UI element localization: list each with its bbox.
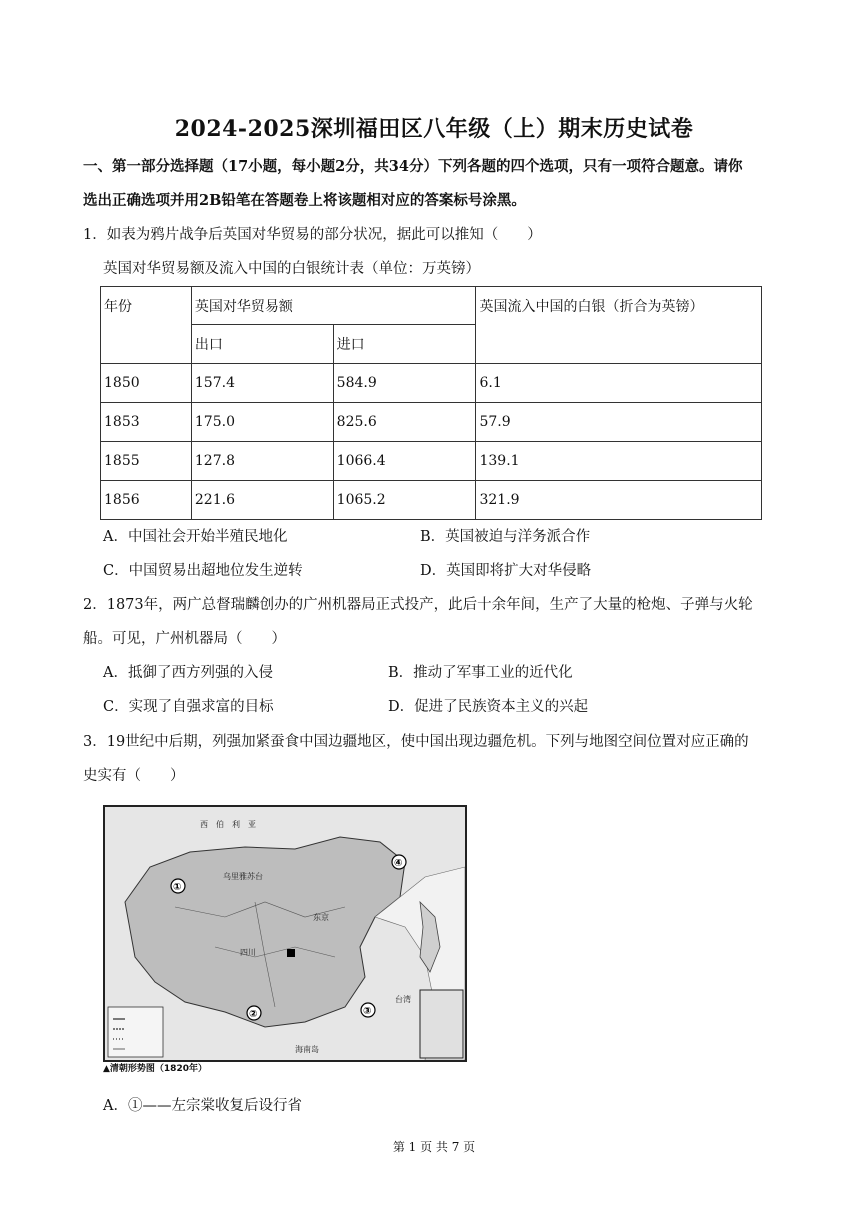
- table-row: [101, 442, 762, 481]
- cell-export: 175.0: [191, 403, 333, 442]
- capital-marker-icon: [287, 949, 295, 957]
- cell-silver: 57.9: [476, 403, 762, 442]
- q3-option-a: A．①——左宗棠收复后设行省: [103, 1098, 302, 1114]
- section-line-2: 选出正确选项并用2B铅笔在答题卷上将该题相对应的答案标号涂黑。: [83, 192, 526, 209]
- q1-stem: 1．如表为鸦片战争后英国对华贸易的部分状况，据此可以推知（ ）: [83, 227, 542, 243]
- cell-silver: 321.9: [476, 481, 762, 520]
- cell-year: 1856: [101, 481, 192, 520]
- table-row: [101, 364, 762, 403]
- q2-option-d: D．促进了民族资本主义的兴起: [388, 699, 589, 715]
- cell-year: 1850: [101, 364, 192, 403]
- map-label-taiwan: 台湾: [395, 995, 411, 1004]
- map-drawing: [105, 807, 465, 1060]
- map-marker-3: ③: [363, 1006, 372, 1017]
- map-caption: ▲清朝形势图（1820年）: [103, 1064, 207, 1074]
- header-trade: 英国对华贸易额: [191, 287, 476, 325]
- section-line-1: 一、第一部分选择题（17小题，每小题2分，共34分）下列各题的四个选项，只有一项符合题意。请你: [83, 158, 743, 175]
- header-import: 进口: [333, 325, 476, 364]
- q1-option-c: C．中国贸易出超地位发生逆转: [103, 563, 303, 579]
- map-marker-2: ②: [249, 1009, 258, 1020]
- q3-stem-line-1: 3．19世纪中后期，列强加紧蚕食中国边疆地区，使中国出现边疆危机。下列与地图空间位置对应正确的: [83, 734, 749, 750]
- map-label-hainan: 海南岛: [295, 1045, 319, 1054]
- cell-import: 1066.4: [333, 442, 476, 481]
- cell-export: 221.6: [191, 481, 333, 520]
- header-export: 出口: [191, 325, 333, 364]
- page-footer: 第 1 页 共 7 页: [392, 1140, 476, 1154]
- q2-stem: [83, 588, 788, 656]
- cell-import: 825.6: [333, 403, 476, 442]
- cell-year: 1853: [101, 403, 192, 442]
- q3-stem: [83, 725, 788, 793]
- qing-map: [103, 805, 467, 1062]
- cell-import: 584.9: [333, 364, 476, 403]
- q1-option-d: D．英国即将扩大对华侵略: [420, 563, 592, 579]
- map-marker-1: ①: [173, 882, 182, 893]
- cell-import: 1065.2: [333, 481, 476, 520]
- cell-silver: 139.1: [476, 442, 762, 481]
- q2-option-a: A．抵御了西方列强的入侵: [103, 665, 273, 681]
- section-instructions: [83, 150, 788, 218]
- cell-silver: 6.1: [476, 364, 762, 403]
- cell-export: 127.8: [191, 442, 333, 481]
- header-year: 年份: [101, 287, 192, 364]
- map-marker-4: ④: [394, 858, 403, 869]
- map-label-sichuan: 四川: [240, 948, 256, 957]
- q2-stem-line-1: 2．1873年，两广总督瑞麟创办的广州机器局正式投产，此后十余年间，生产了大量的枪炮、子弹与火轮: [83, 597, 753, 613]
- table-row: [101, 481, 762, 520]
- cell-year: 1855: [101, 442, 192, 481]
- q1-table-caption: 英国对华贸易额及流入中国的白银统计表（单位：万英镑）: [103, 261, 480, 277]
- q2-stem-line-2: 船。可见，广州机器局（ ）: [83, 631, 286, 647]
- cell-export: 157.4: [191, 364, 333, 403]
- table-row: [101, 403, 762, 442]
- q2-option-c: C．实现了自强求富的目标: [103, 699, 274, 715]
- q2-option-b: B．推动了军事工业的近代化: [388, 665, 573, 681]
- header-silver: 英国流入中国的白银（折合为英镑）: [476, 287, 762, 364]
- map-label-capital: 东京: [313, 913, 329, 922]
- page-title: 2024-2025深圳福田区八年级（上）期末历史试卷: [174, 116, 694, 142]
- map-top-label: 西 伯 利 亚: [200, 820, 256, 829]
- q1-option-b: B．英国被迫与洋务派合作: [420, 529, 591, 545]
- trade-table: [100, 286, 762, 520]
- q3-stem-line-2: 史实有（ ）: [83, 768, 185, 784]
- map-label-uliastai: 乌里雅苏台: [223, 872, 263, 881]
- q1-option-a: A．中国社会开始半殖民地化: [103, 529, 288, 545]
